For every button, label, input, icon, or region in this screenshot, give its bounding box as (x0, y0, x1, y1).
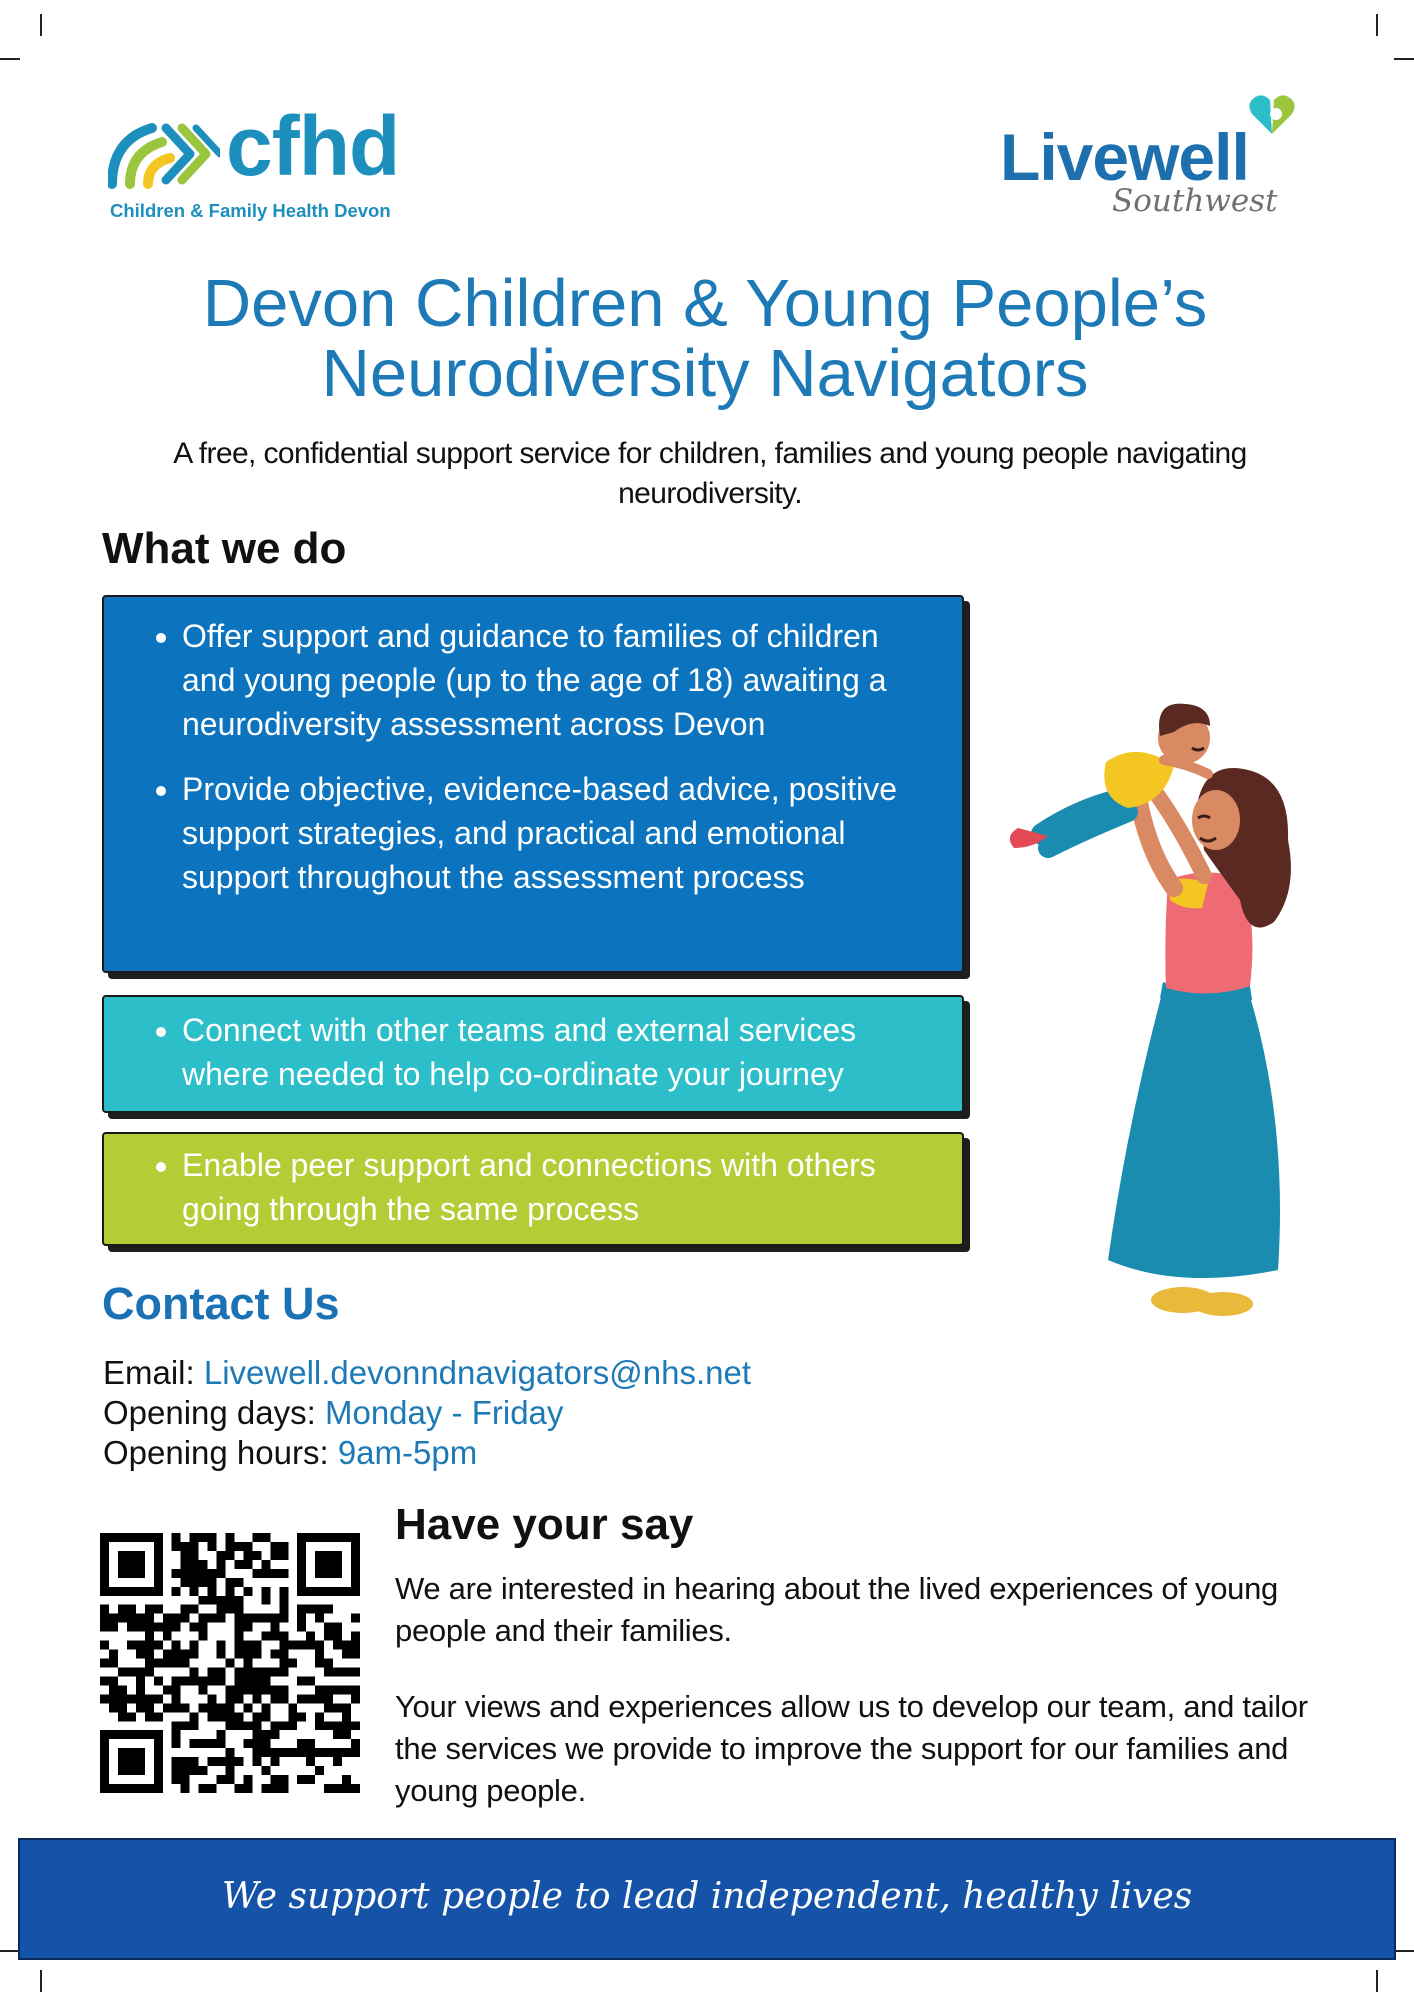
service-box-blue (102, 595, 964, 973)
crop-mark (0, 1950, 20, 1952)
contact-hours-line (103, 1436, 477, 1469)
crop-mark (0, 58, 20, 60)
hours-label: Opening hours: (103, 1434, 329, 1471)
livewell-wordmark: Livewell (1000, 120, 1249, 194)
have-your-say-para-1: We are interested in hearing about the lived experiences of young people and their families. (395, 1571, 1278, 1648)
service-box-teal (102, 995, 964, 1113)
page-title-line-2: Neurodiversity Navigators (321, 336, 1089, 411)
service-box-green (102, 1132, 964, 1246)
footer-bar (18, 1838, 1396, 1960)
page-title-line-1: Devon Children & Young People’s (202, 266, 1208, 341)
service-item: • Provide objective, evidence-based advice, positive support strategies, and practical and emotional support throughout the assessment process (182, 768, 938, 899)
crop-mark (40, 14, 42, 36)
intro-line-2: neurodiversity. (618, 477, 802, 510)
have-your-say-para-2: Your views and experiences allow us to develop our team, and tailor the services we provide to improve the support for our families and young people. (395, 1689, 1308, 1808)
what-we-do-heading: What we do (102, 524, 347, 573)
qr-code-icon[interactable] (100, 1533, 360, 1793)
cfhd-wordmark: cfhd (226, 99, 400, 193)
contact-days-line (103, 1396, 563, 1429)
footer-tagline: We support people to lead independent, healthy lives (221, 1876, 1193, 1917)
heart-icon (1246, 92, 1298, 138)
service-item: • Enable peer support and connections with others going through the same process (182, 1144, 938, 1232)
days-label: Opening days: (103, 1394, 316, 1431)
service-item: • Connect with other teams and external services where needed to help co-ordinate your journey (182, 1009, 938, 1097)
crop-mark (40, 1970, 42, 1992)
crop-mark (1376, 1970, 1378, 1992)
mother-lifting-child-illustration-icon (978, 700, 1318, 1340)
livewell-logo (1000, 92, 1320, 232)
cfhd-logo (108, 99, 428, 230)
crop-mark (1376, 14, 1378, 36)
contact-heading: Contact Us (102, 1278, 340, 1329)
email-link[interactable]: Livewell.devonndnavigators@nhs.net (203, 1354, 752, 1391)
service-item: • Offer support and guidance to families of children and young people (up to the age of 18) awaiting a neurodiversity assessment across Devon (182, 615, 938, 746)
contact-email-line (103, 1356, 751, 1389)
intro-line-1: A free, confidential support service for children, families and young people navigating (173, 437, 1247, 470)
crop-mark (1394, 58, 1414, 60)
livewell-subtitle: Southwest (1112, 183, 1278, 219)
days-value: Monday - Friday (324, 1394, 564, 1431)
email-label: Email: (103, 1354, 195, 1391)
cfhd-subtitle: Children & Family Health Devon (110, 200, 391, 221)
cfhd-mark-icon (108, 118, 220, 190)
have-your-say-heading: Have your say (395, 1500, 694, 1549)
crop-mark (1394, 1950, 1414, 1952)
hours-value: 9am-5pm (337, 1434, 478, 1471)
